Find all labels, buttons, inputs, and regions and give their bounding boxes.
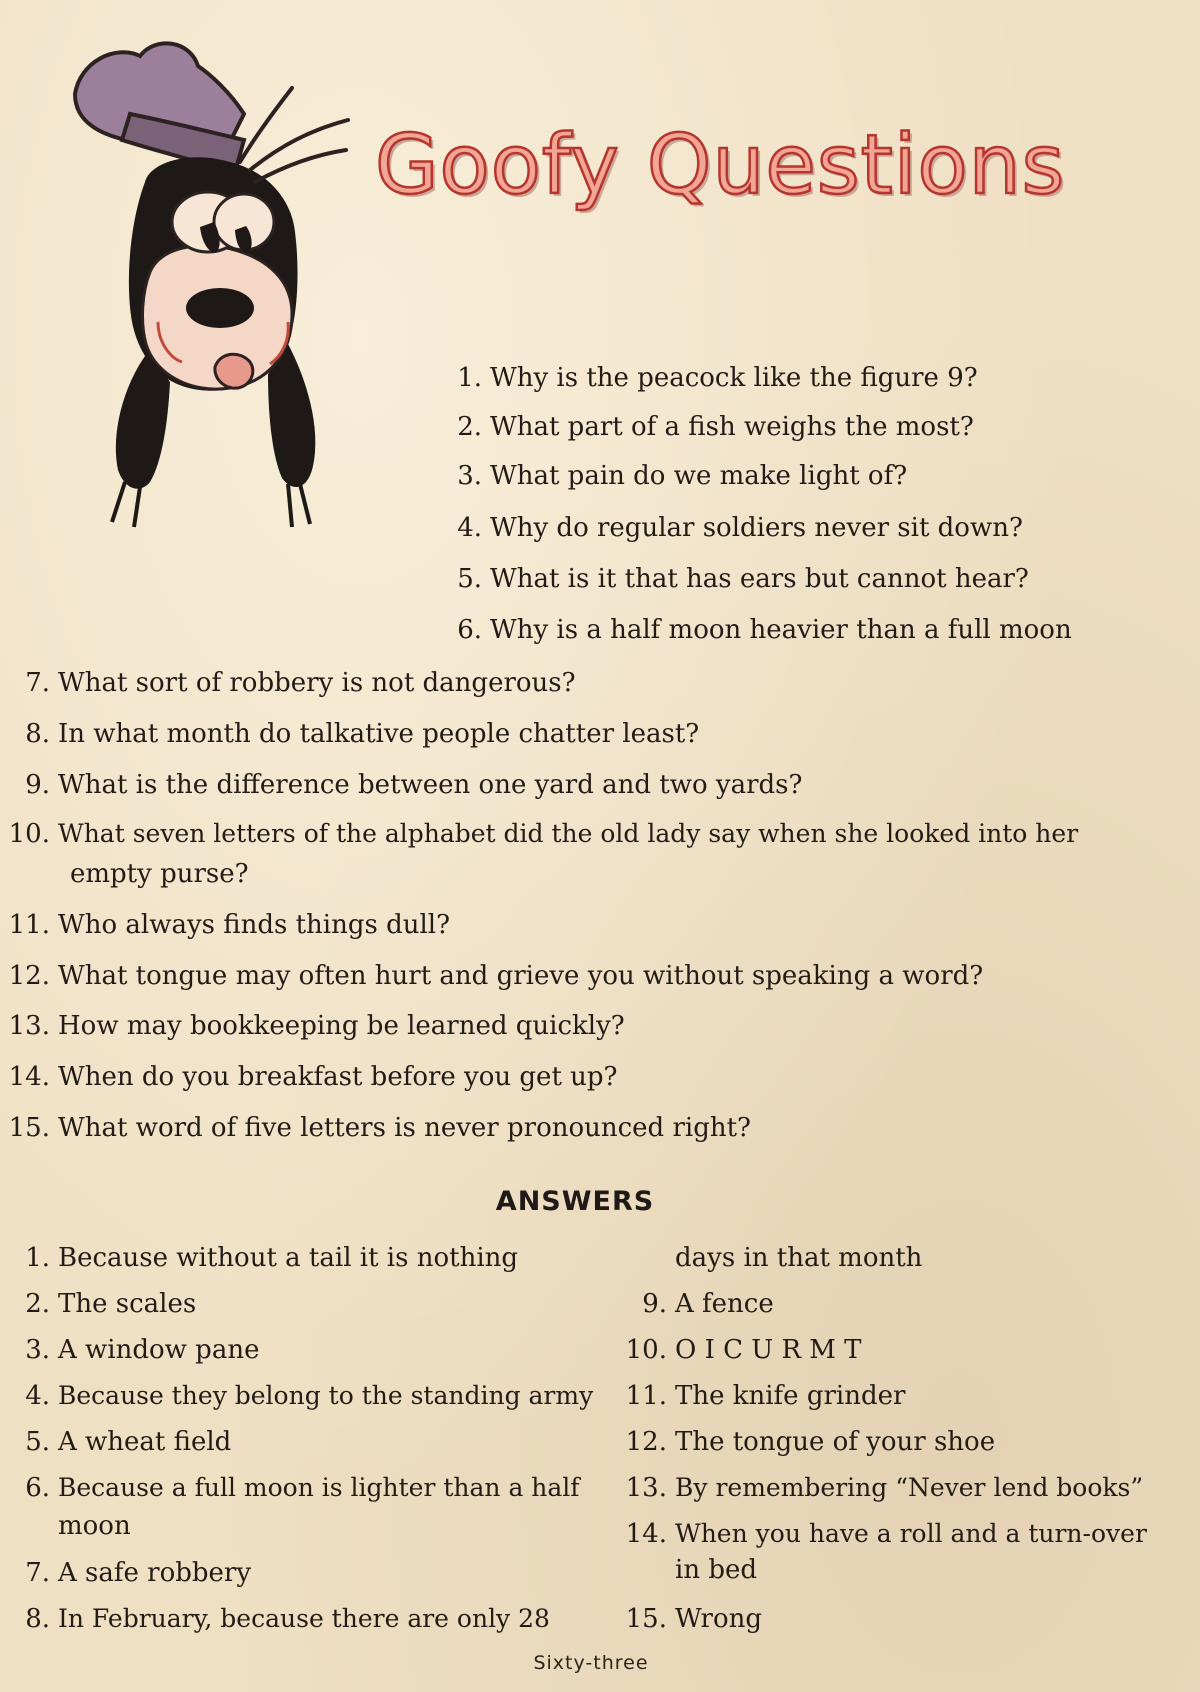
question-text: Why is the peacock like the figure 9?: [490, 363, 978, 393]
answer-text: By remembering “Never lend books”: [675, 1473, 1144, 1502]
answers-heading: ANSWERS: [495, 1186, 655, 1217]
answer-text: A fence: [675, 1289, 774, 1319]
question-text: Why is a half moon heavier than a full moon: [490, 615, 1072, 645]
answer-text: A wheat field: [58, 1427, 232, 1457]
question-number: 11.: [8, 910, 50, 940]
question-text: Why do regular soldiers never sit down?: [490, 513, 1023, 543]
question-number: 4.: [457, 513, 482, 543]
answer-number: 14.: [625, 1519, 667, 1549]
answer-text: Because without a tail it is nothing: [58, 1243, 519, 1273]
question-number: 6.: [457, 615, 482, 645]
answer-text: When you have a roll and a turn-over: [675, 1519, 1147, 1548]
answer-text: The scales: [58, 1289, 197, 1319]
answer-continuation: days in that month: [675, 1243, 923, 1273]
answer-continuation: in bed: [675, 1555, 757, 1585]
question-number: 7.: [25, 668, 50, 698]
answer-text: A window pane: [58, 1335, 260, 1365]
question-text: What sort of robbery is not dangerous?: [58, 668, 576, 698]
goofy-illustration: [30, 22, 350, 532]
answer-text: The tongue of your shoe: [675, 1427, 996, 1457]
question-number: 5.: [457, 564, 482, 594]
answer-number: 1.: [25, 1243, 50, 1273]
answer-continuation: moon: [58, 1511, 131, 1541]
question-number: 3.: [457, 461, 482, 491]
question-text: What is the difference between one yard and two yards?: [58, 770, 803, 800]
goofy-mouth: [215, 354, 253, 388]
question-text: What part of a fish weighs the most?: [490, 412, 974, 442]
answer-number: 4.: [25, 1381, 50, 1411]
answer-number: 10.: [625, 1335, 667, 1365]
answer-number: 11.: [625, 1381, 667, 1411]
answer-text: The knife grinder: [675, 1381, 906, 1411]
goofy-whiskers: [240, 88, 348, 182]
question-text: What seven letters of the alphabet did the old lady say when she looked into her: [58, 819, 1079, 848]
question-text: How may bookkeeping be learned quickly?: [58, 1011, 625, 1041]
answer-text: In February, because there are only 28: [58, 1604, 550, 1633]
answer-number: 13.: [625, 1473, 667, 1503]
answer-number: 6.: [25, 1473, 50, 1503]
answer-number: 9.: [642, 1289, 667, 1319]
question-number: 8.: [25, 719, 50, 749]
answer-number: 8.: [25, 1604, 50, 1634]
question-text: What word of five letters is never pronounced right?: [58, 1113, 751, 1143]
question-text: What is it that has ears but cannot hear?: [490, 564, 1029, 594]
answer-number: 2.: [25, 1289, 50, 1319]
question-number: 10.: [8, 819, 50, 849]
question-text: Who always finds things dull?: [58, 910, 451, 940]
goofy-hat: [75, 43, 244, 172]
question-continuation: empty purse?: [70, 859, 249, 889]
question-number: 9.: [25, 770, 50, 800]
answer-text: A safe robbery: [58, 1558, 252, 1588]
question-text: What tongue may often hurt and grieve you without speaking a word?: [58, 961, 984, 991]
question-text: When do you breakfast before you get up?: [58, 1062, 618, 1092]
answer-number: 15.: [625, 1604, 667, 1634]
page-title: Goofy Questions: [375, 118, 1066, 213]
question-text: What pain do we make light of?: [490, 461, 908, 491]
page-number: Sixty-three: [533, 1652, 649, 1674]
goofy-nose: [186, 288, 254, 328]
question-number: 15.: [8, 1113, 50, 1143]
answer-text: Because a full moon is lighter than a half: [58, 1473, 580, 1502]
question-number: 1.: [457, 363, 482, 393]
answer-number: 3.: [25, 1335, 50, 1365]
answer-text: O I C U R M T: [675, 1335, 862, 1365]
answer-text: Wrong: [675, 1604, 763, 1634]
answer-number: 7.: [25, 1558, 50, 1588]
question-text: In what month do talkative people chatter least?: [58, 719, 700, 749]
answer-number: 12.: [625, 1427, 667, 1457]
question-number: 14.: [8, 1062, 50, 1092]
question-number: 2.: [457, 412, 482, 442]
question-number: 12.: [8, 961, 50, 991]
answer-text: Because they belong to the standing army: [58, 1381, 594, 1410]
question-number: 13.: [8, 1011, 50, 1041]
answer-number: 5.: [25, 1427, 50, 1457]
